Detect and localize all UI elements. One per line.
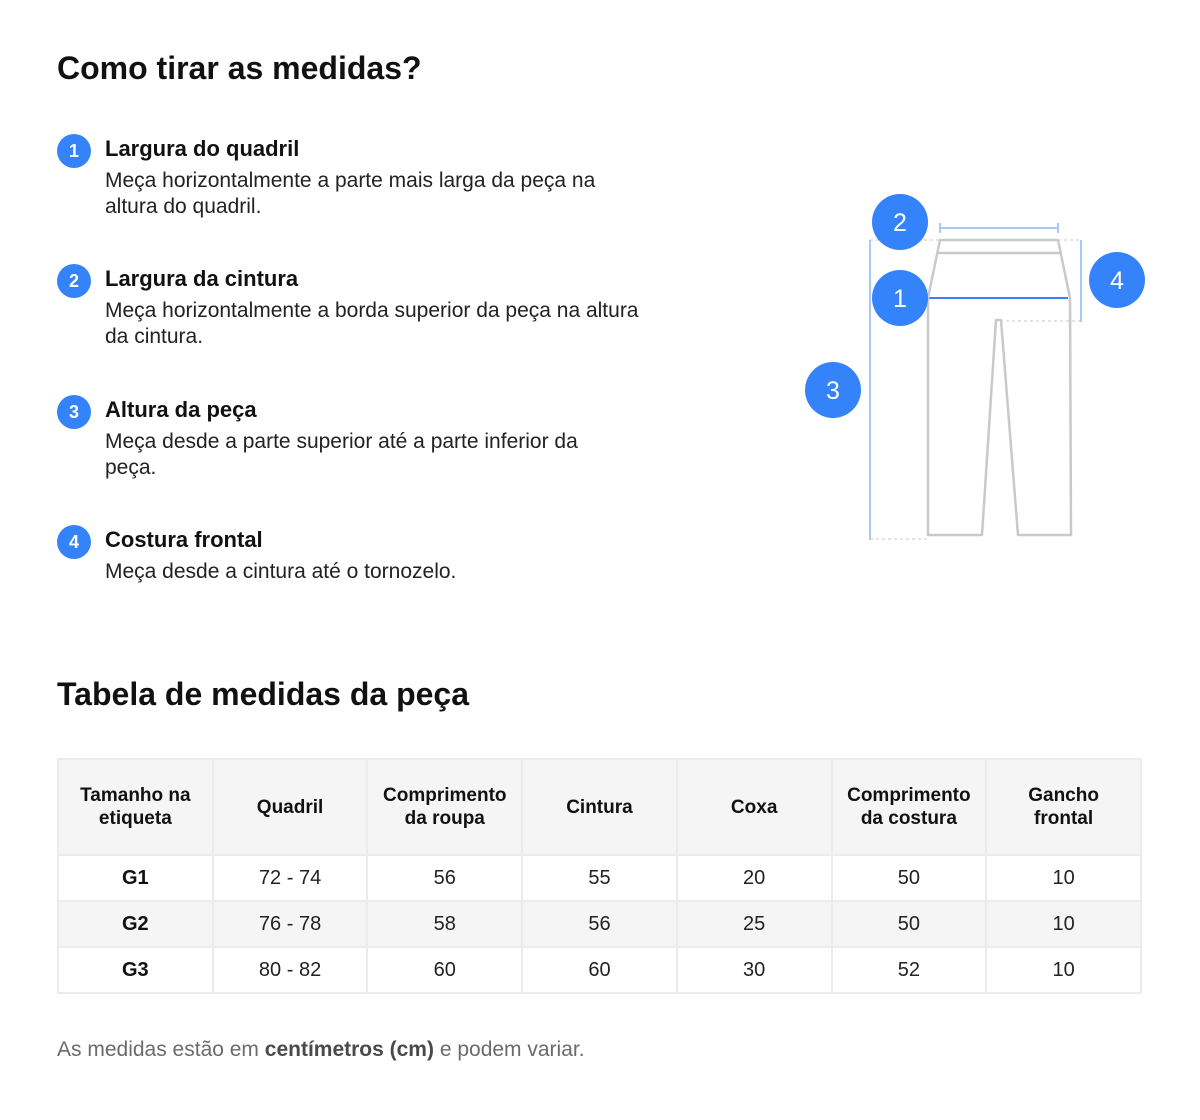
- step-description-line: peça.: [105, 456, 157, 479]
- step-number-badge: 2: [57, 264, 91, 298]
- table-cell: 56: [367, 855, 522, 901]
- size-table: [57, 758, 1142, 994]
- step-hip-width: [57, 132, 595, 220]
- column-header-garment-length: Comprimento da roupa: [367, 759, 522, 855]
- step-title: Largura da cintura: [105, 266, 299, 291]
- footnote-unit: centímetros (cm): [264, 1038, 434, 1061]
- table-cell: 58: [367, 901, 522, 947]
- step-number-badge: 4: [57, 525, 91, 559]
- step-title: Costura frontal: [105, 527, 263, 552]
- step-title: Largura do quadril: [105, 136, 300, 161]
- step-description: [105, 559, 456, 585]
- marker-4: [1089, 252, 1145, 308]
- marker-label: 2: [893, 209, 907, 237]
- table-cell: 52: [832, 947, 987, 993]
- table-row: [58, 901, 1141, 947]
- step-waist-width: [57, 262, 639, 350]
- table-cell-size: G3: [58, 947, 213, 993]
- step-garment-height: [57, 393, 578, 481]
- pants-outline: [928, 240, 1071, 535]
- column-header-size-label: Tamanho na etiqueta: [58, 759, 213, 855]
- table-cell: 10: [986, 947, 1141, 993]
- table-cell: 10: [986, 901, 1141, 947]
- table-cell: 80 - 82: [213, 947, 368, 993]
- table-cell: 60: [522, 947, 677, 993]
- column-header-front-rise: Gancho frontal: [986, 759, 1141, 855]
- table-header-row: [58, 759, 1141, 855]
- marker-label: 4: [1110, 267, 1124, 295]
- table-cell: 20: [677, 855, 832, 901]
- step-description: [105, 429, 578, 481]
- table-cell-size: G2: [58, 901, 213, 947]
- table-title: Tabela de medidas da peça: [57, 676, 470, 712]
- step-description: [105, 298, 639, 350]
- marker-2: [872, 194, 928, 250]
- page-title: Como tirar as medidas?: [57, 50, 422, 86]
- step-title: Altura da peça: [105, 397, 257, 422]
- marker-3: [805, 362, 861, 418]
- pants-measurement-diagram: [800, 190, 1160, 550]
- table-cell-size: G1: [58, 855, 213, 901]
- step-description-line: da cintura.: [105, 325, 204, 348]
- marker-label: 3: [826, 377, 840, 405]
- table-cell: 72 - 74: [213, 855, 368, 901]
- step-description-line: Meça horizontalmente a parte mais larga da peça na: [105, 169, 596, 192]
- table-cell: 50: [832, 901, 987, 947]
- table-row: [58, 947, 1141, 993]
- step-number-badge: 3: [57, 395, 91, 429]
- marker-1: [872, 270, 928, 326]
- step-description-line: Meça desde a parte superior até a parte inferior da: [105, 430, 578, 453]
- table-cell: 60: [367, 947, 522, 993]
- step-description: [105, 168, 595, 220]
- step-description-line: Meça horizontalmente a borda superior da peça na altura: [105, 299, 639, 322]
- column-header-waist: Cintura: [522, 759, 677, 855]
- column-header-thigh: Coxa: [677, 759, 832, 855]
- table-cell: 25: [677, 901, 832, 947]
- column-header-hip: Quadril: [213, 759, 368, 855]
- step-number-badge: 1: [57, 134, 91, 168]
- column-header-seam-length: Comprimento da costura: [832, 759, 987, 855]
- table-cell: 30: [677, 947, 832, 993]
- table-cell: 50: [832, 855, 987, 901]
- units-footnote: [57, 1038, 585, 1062]
- marker-label: 1: [893, 285, 907, 313]
- table-cell: 76 - 78: [213, 901, 368, 947]
- step-description-line: Meça desde a cintura até o tornozelo.: [105, 560, 457, 583]
- table-row: [58, 855, 1141, 901]
- step-description-line: altura do quadril.: [105, 195, 262, 218]
- table-cell: 55: [522, 855, 677, 901]
- footnote-suffix: e podem variar.: [433, 1038, 585, 1061]
- footnote-prefix: As medidas estão em: [57, 1038, 265, 1061]
- step-front-seam: [57, 523, 456, 585]
- table-cell: 10: [986, 855, 1141, 901]
- table-cell: 56: [522, 901, 677, 947]
